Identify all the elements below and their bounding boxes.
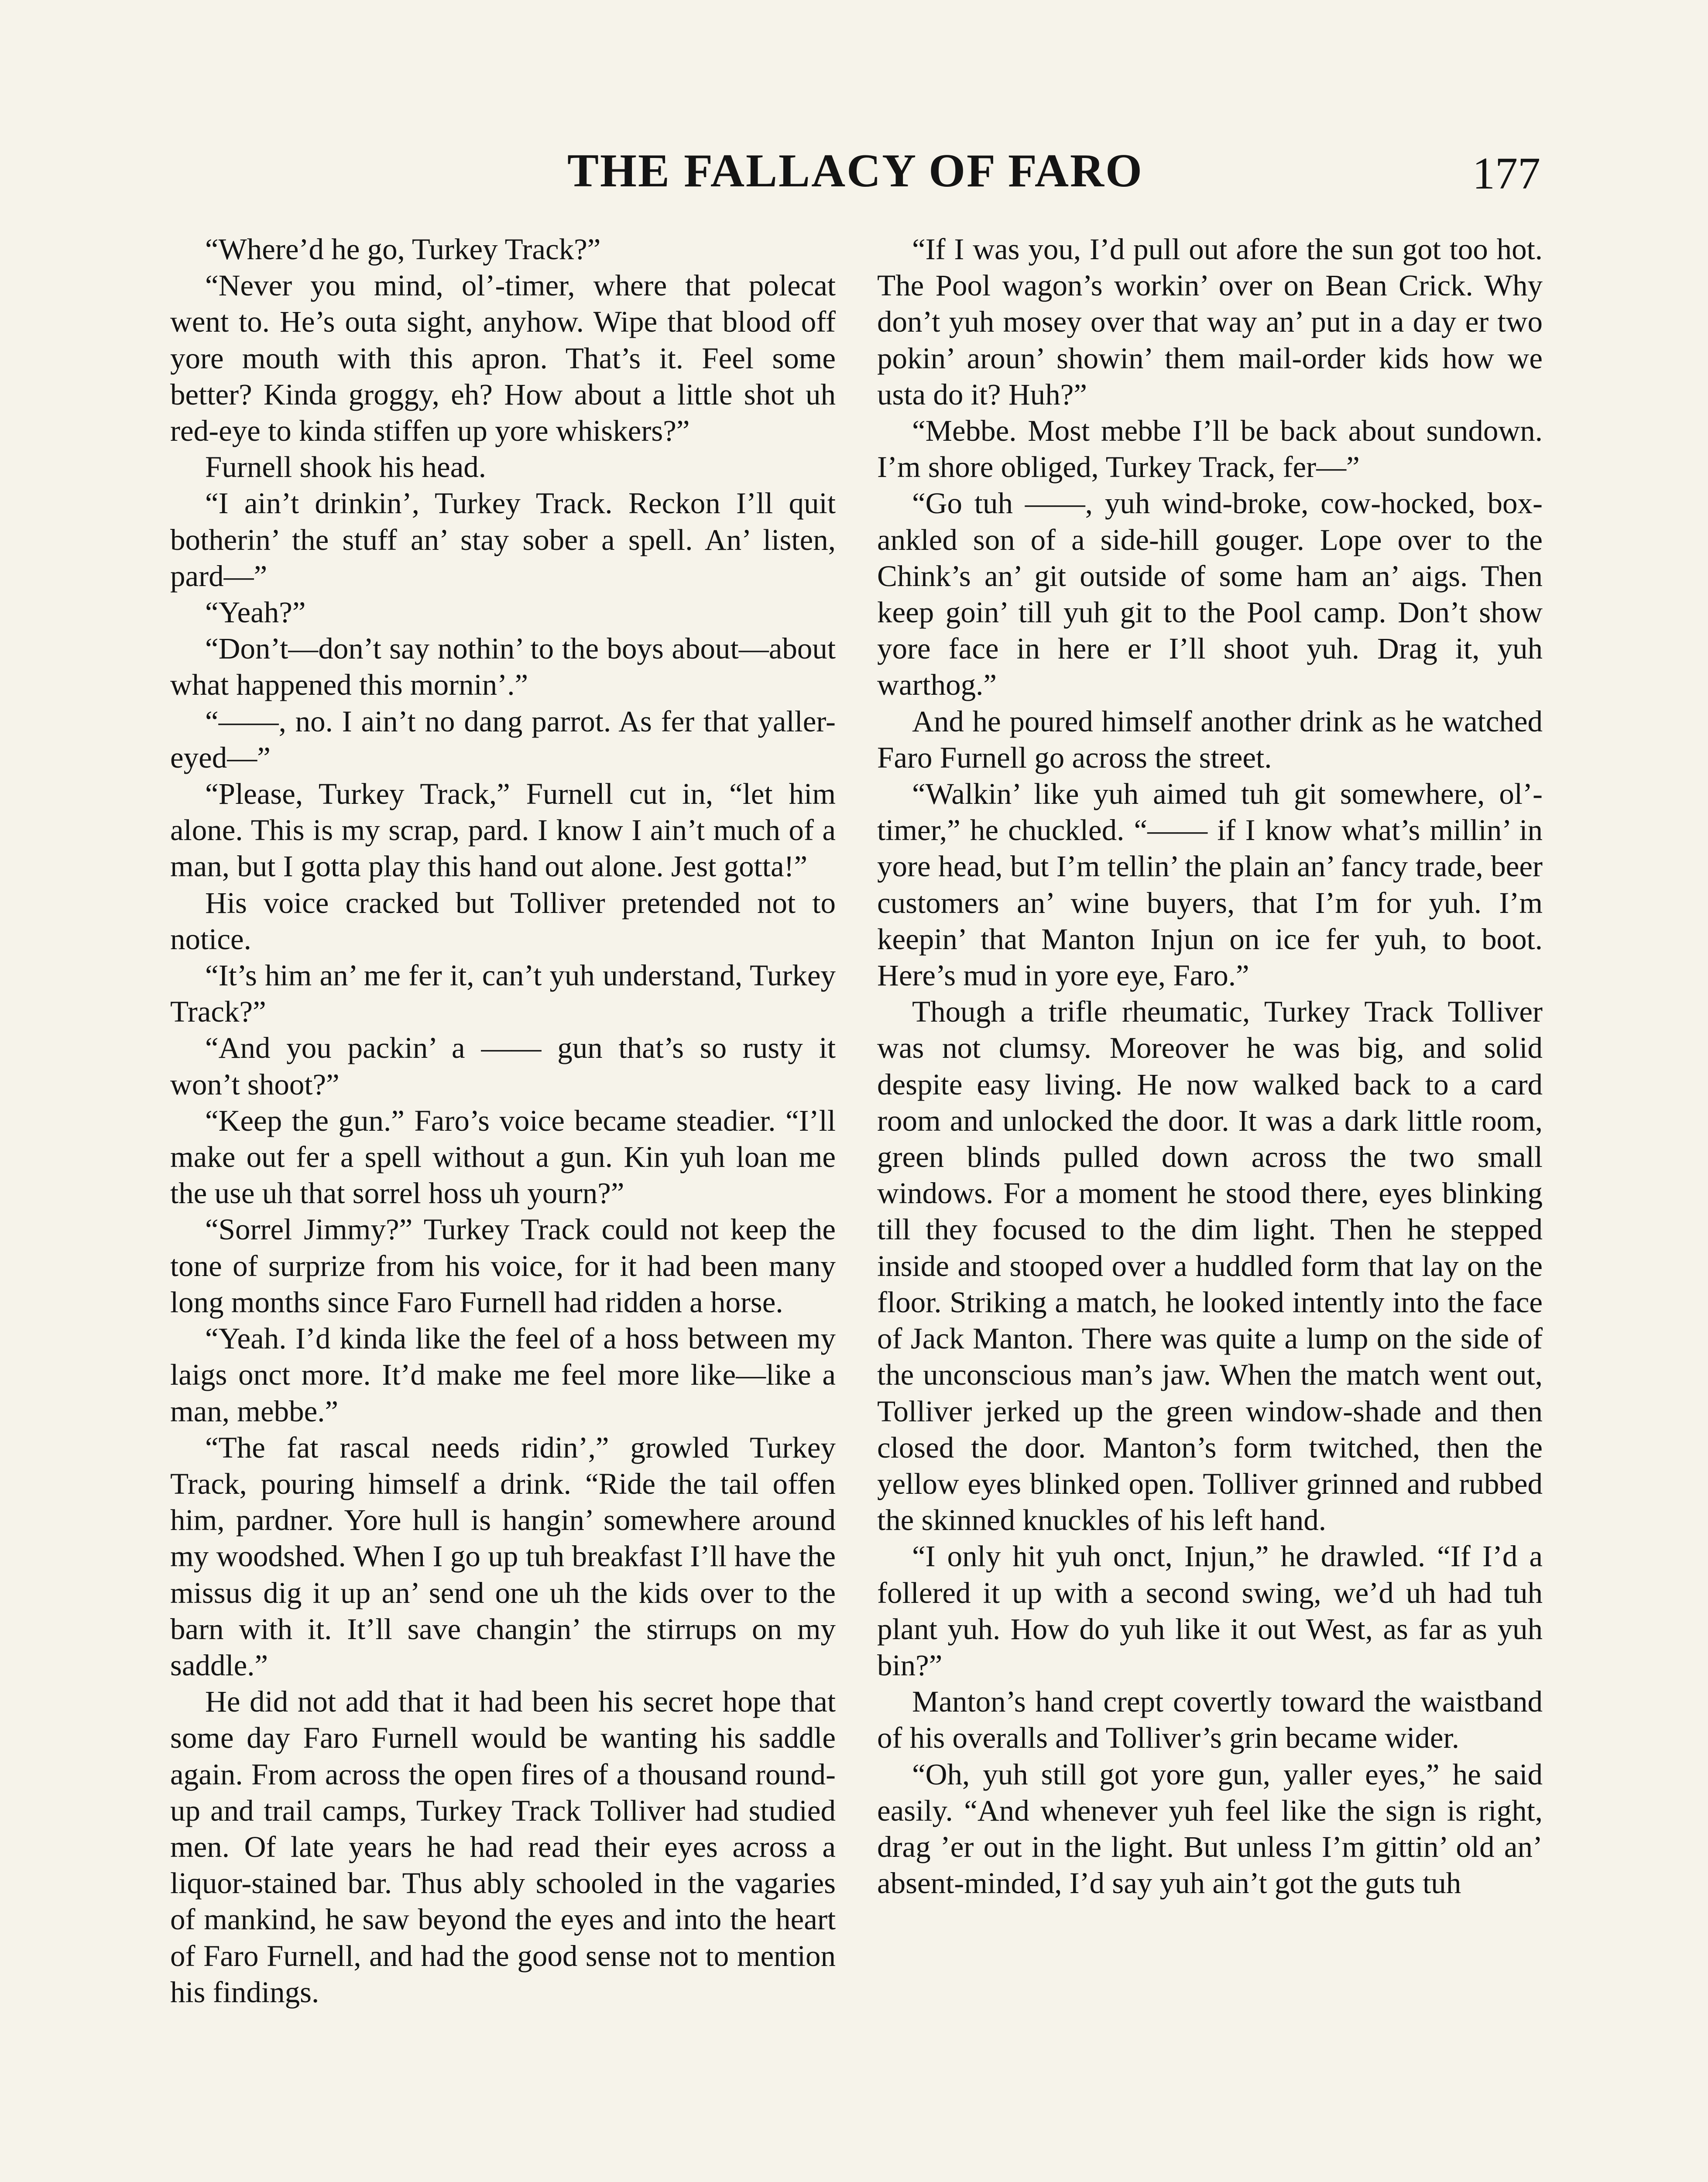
- paragraph: “Yeah. I’d kinda like the feel of a hoss between my laigs onct more. It’d make me feel more like—like a man, mebbe.”: [170, 1322, 836, 1428]
- paragraph: “Please, Turkey Track,” Furnell cut in, “let him alone. This is my scrap, pard. I know I ain’t much of a man, but I gotta play this hand out alone. Jest gotta!”: [170, 777, 836, 883]
- paragraph: “Go tuh ——, yuh wind-broke, cow-hocked, box-ankled son of a side-hill gouger. Lope over to the Chink’s an’ git outside of some ham an’ aigs. Then keep goin’ till yuh git to the Pool camp. Don’t show yore face in here er I’ll shoot yuh. Drag it, yuh warthog.”: [877, 487, 1543, 702]
- paragraph: “Never you mind, ol’-timer, where that polecat went to. He’s outa sight, anyhow. Wipe that blood off yore mouth with this apron. That’s it. Feel some better? Kinda groggy, eh? How about a little shot uh red-eye to kinda stiffen up yore whiskers?”: [170, 269, 836, 448]
- paragraph: “Walkin’ like yuh aimed tuh git somewhere, ol’-timer,” he chuckled. “—— if I know what’s millin’ in yore head, but I’m tellin’ the plain an’ fancy trade, beer customers an’ wine buyers, that I’m for yuh. I’m keepin’ that Manton Injun on ice fer yuh, to boot. Here’s mud in yore eye, Faro.”: [877, 777, 1543, 992]
- paragraph: “I ain’t drinkin’, Turkey Track. Reckon I’ll quit botherin’ the stuff an’ stay sober a spell. An’ listen, pard—”: [170, 487, 836, 593]
- paragraph: “Don’t—don’t say nothin’ to the boys about—about what happened this mornin’.”: [170, 632, 836, 702]
- paragraph: He did not add that it had been his secret hope that some day Faro Furnell would be wanting his saddle again. From across the open fires of a thousand round-up and trail camps, Turkey Track Tolliver had studied men. Of late years he had read their eyes across a liquor-stained bar. Thus ably schooled in the vagaries of mankind, he saw beyond the eyes and into the heart of Faro Furnell, and had the good sense not to mention his findings.: [170, 1685, 836, 2009]
- paragraph: “Yeah?”: [205, 596, 306, 629]
- paragraph: Manton’s hand crept covertly toward the waistband of his overalls and Tolliver’s grin became wider.: [877, 1685, 1543, 1755]
- paragraph: “Mebbe. Most mebbe I’ll be back about sundown. I’m shore obliged, Turkey Track, fer—”: [877, 414, 1543, 484]
- paragraph: “Where’d he go, Turkey Track?”: [205, 233, 601, 266]
- paragraph: Though a trifle rheumatic, Turkey Track Tolliver was not clumsy. Moreover he was big, and solid despite easy living. He now walked back to a card room and unlocked the door. It was a dark little room, green blinds pulled down across the two small windows. For a moment he stood there, eyes blinking till they focused to the dim light. Then he stepped inside and stooped over a huddled form that lay on the floor. Striking a match, he looked intently into the face of Jack Manton. There was quite a lump on the side of the unconscious man’s jaw. When the match went out, Tolliver jerked up the green window-shade and then closed the door. Manton’s form twitched, then the yellow eyes blinked open. Tolliver grinned and rubbed the skinned knuckles of his left hand.: [877, 995, 1543, 1537]
- paragraph: “And you packin’ a —— gun that’s so rusty it won’t shoot?”: [170, 1031, 836, 1101]
- paragraph: “The fat rascal needs ridin’,” growled Turkey Track, pouring himself a drink. “Ride the tail offen him, pardner. Yore hull is hangin’ somewhere around my woodshed. When I go up tuh breakfast I’ll have the missus dig it up an’ send one uh the kids over to the barn with it. It’ll save changin’ the stirrups on my saddle.”: [170, 1431, 836, 1682]
- paragraph: And he poured himself another drink as he watched Faro Furnell go across the street.: [877, 704, 1543, 774]
- left-column: [170, 231, 836, 2010]
- paragraph: “Keep the gun.” Faro’s voice became steadier. “I’ll make out fer a spell without a gun. Kin yuh loan me the use uh that sorrel hoss uh yourn?”: [170, 1104, 836, 1210]
- page-header: [170, 144, 1540, 214]
- page-title: THE FALLACY OF FARO: [567, 145, 1143, 197]
- paragraph: “Sorrel Jimmy?” Turkey Track could not keep the tone of surprize from his voice, for it had been many long months since Faro Furnell had ridden a horse.: [170, 1213, 836, 1319]
- paragraph: “Oh, yuh still got yore gun, yaller eyes,” he said easily. “And whenever yuh feel like the sign is right, drag ’er out in the light. But unless I’m gittin’ old an’ absent-minded, I’d say yuh ain’t got the guts tuh: [877, 1757, 1543, 1900]
- paragraph: His voice cracked but Tolliver pretended not to notice.: [170, 886, 836, 956]
- page-number: 177: [1472, 148, 1540, 199]
- right-column: [877, 231, 1543, 1901]
- paragraph: Furnell shook his head.: [205, 450, 486, 484]
- paragraph: “It’s him an’ me fer it, can’t yuh understand, Turkey Track?”: [170, 959, 836, 1029]
- paragraph: “I only hit yuh onct, Injun,” he drawled. “If I’d a follered it up with a second swing, we’d uh had tuh plant yuh. How do yuh like it out West, as far as yuh bin?”: [877, 1540, 1543, 1682]
- paragraph: “If I was you, I’d pull out afore the sun got too hot. The Pool wagon’s workin’ over on Bean Crick. Why don’t yuh mosey over that way an’ put in a day er two pokin’ aroun’ showin’ them mail-order kids how we usta do it? Huh?”: [877, 233, 1543, 411]
- paragraph: “——, no. I ain’t no dang parrot. As fer that yaller-eyed—”: [170, 704, 836, 774]
